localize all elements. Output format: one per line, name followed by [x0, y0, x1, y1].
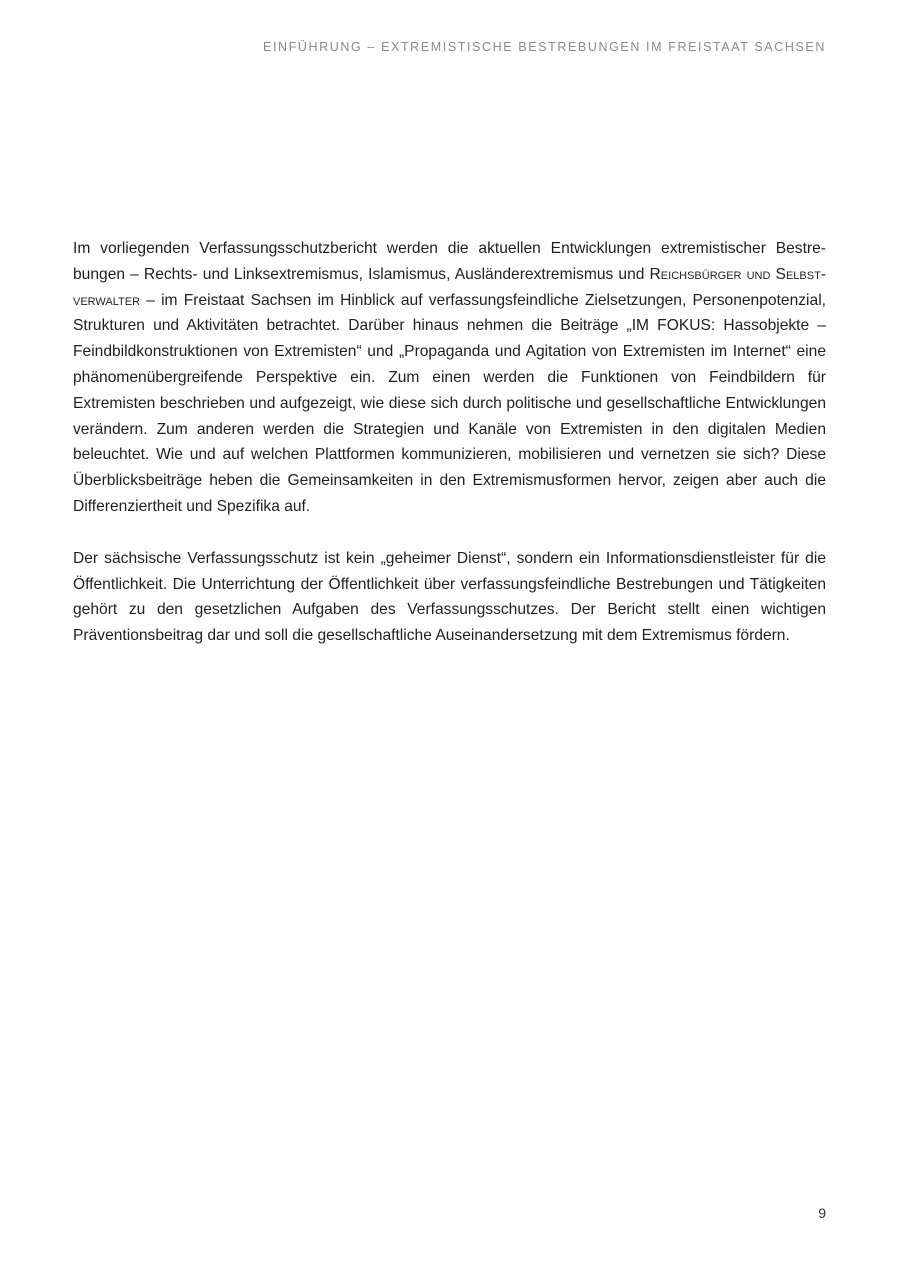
page-number: 9 — [818, 1205, 826, 1221]
paragraph-mission: Der sächsische Verfassungsschutz ist kein „geheimer Dienst“, sondern ein Informationsdienstleister für die Öffentlichkeit. Die Unterrichtung der Öffentlichkeit über verfassungsfeindliche Bestrebungen und Tätigkeiten gehört zu den gesetzlichen Aufgaben des Verfassungsschutzes. Der Bericht stellt einen wichtigen Präventionsbeitrag dar und soll die gesellschaftliche Auseinandersetzung mit dem Extremismus fördern. — [73, 549, 826, 645]
running-header: EINFÜHRUNG – EXTREMISTISCHE BESTREBUNGEN IM FREISTAAT SACHSEN — [263, 40, 826, 54]
body-text — [73, 236, 826, 675]
paragraph-intro-text-b: – im Freistaat Sachsen im Hinblick auf verfassungsfeindliche Zielsetzungen, Personenpotenzial, Strukturen und Aktivitäten betrachtet. Darüber hinaus nehmen die Beiträge „IM FOKUS: Hassobjekte – Feindbildkonstruktionen von Extremisten“ und „Propaganda und Agitation von Extremisten im Internet“ eine phänomenübergreifende Perspektive ein. Zum einen werden die Funktionen von Feindbildern für Extremisten beschrieben und aufgezeigt, wie diese sich durch politische und gesellschaftliche Entwicklungen verändern. Zum anderen werden die Strategien und Kanäle von Extremisten in den digitalen Medien beleuchtet. Wie und auf welchen Plattformen kommunizieren, mobilisieren und vernetzen sie sich? Diese Überblicksbeiträge heben die Gemeinsamkeiten in den Extremismusformen hervor, zeigen aber auch die Differenziertheit und Spezifika auf. — [73, 291, 826, 515]
paragraph-intro-text-a: Im vorliegenden Verfassungsschutzbericht werden die aktuellen Entwicklungen extremistischer Bestrebungen – Rechts- und Linksextremismus, Islamismus, Ausländerextremismus und — [73, 240, 826, 283]
term-reichsbuerger: Reichsbürger und Selbstverwalter — [73, 265, 826, 309]
paragraph-intro — [73, 236, 826, 520]
